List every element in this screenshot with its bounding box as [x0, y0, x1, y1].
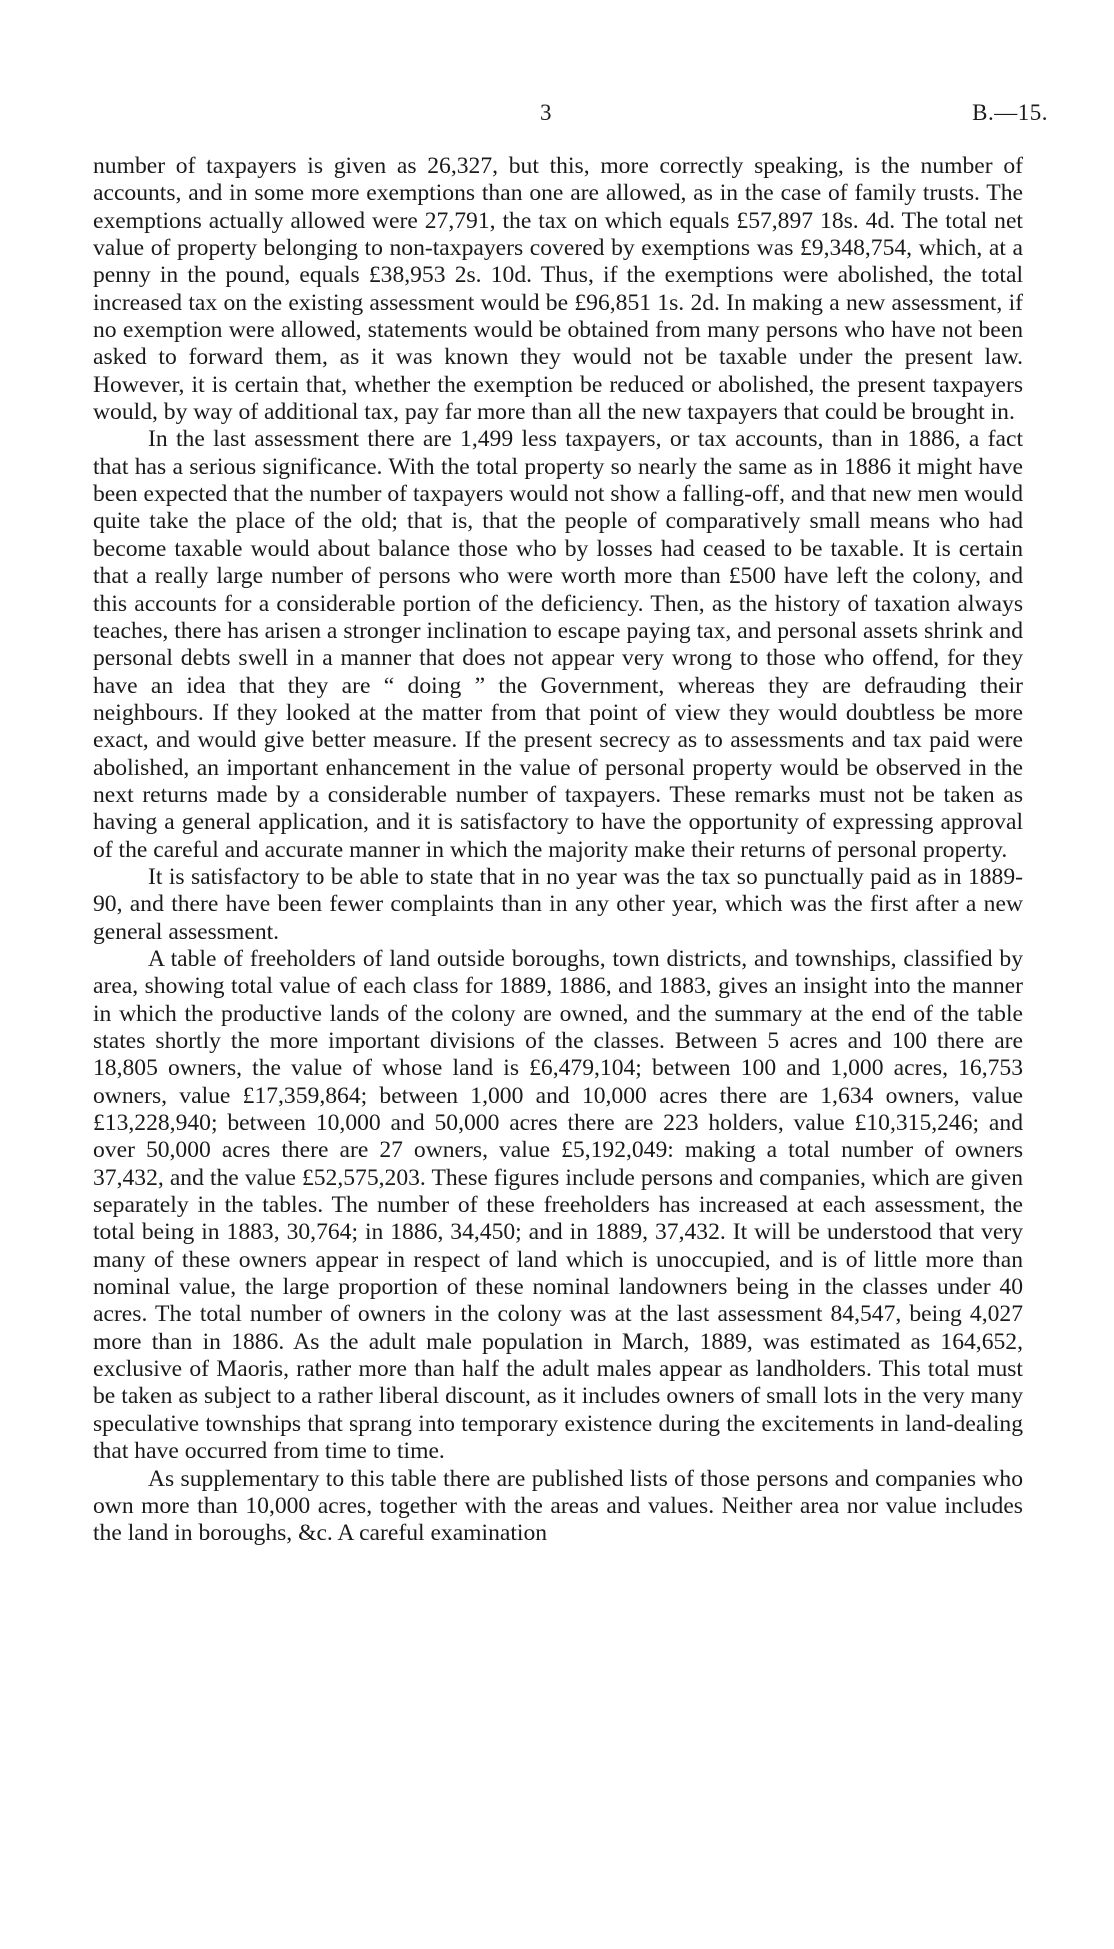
paragraph-supplementary-lists: As supplementary to this table there are published lists of those persons and companies who own more than 10,000 acres, together with the areas and values. Neither area nor value includes the land in boroughs, &c. A careful examination — [93, 1465, 1023, 1547]
paragraph-taxpayer-decline: In the last assessment there are 1,499 less taxpayers, or tax accounts, than in 1886, a fact that has a serious significance. With the total property so nearly the same as in 1886 it might have been expected that the number of taxpayers would not show a falling-off, and that new men would quite take the place of the old; that is, that the people of comparatively small means who had become taxable would about balance those who by losses had ceased to be taxable. It is certain that a really large number of persons who were worth more than £500 have left the colony, and this accounts for a considerable portion of the deficiency. Then, as the history of taxation always teaches, there has arisen a stronger inclination to escape paying tax, and personal assets shrink and personal debts swell in a manner that does not appear very wrong to those who offend, for they have an idea that they are “ doing ” the Government, whereas they are defrauding their neighbours. If they looked at the matter from that point of view they would doubtless be more exact, and would give better measure. If the present secrecy as to assessments and tax paid were abolished, an important enhancement in the value of personal property would be observed in the next returns made by a considerable number of taxpayers. These remarks must not be taken as having a general application, and it is satisfactory to have the opportunity of expressing approval of the careful and accurate manner in which the majority make their returns of personal property. — [93, 426, 1023, 863]
document-reference: B.—15. — [972, 100, 1048, 125]
paragraph-punctual-payment: It is satisfactory to be able to state that in no year was the tax so punctually paid as in 1889-90, and there have been fewer complaints than in any other year, which was the first after a new general assessment. — [93, 863, 1023, 945]
paragraph-exemptions: number of taxpayers is given as 26,327, but this, more correctly speaking, is the number of accounts, and in some more exemptions than one are allowed, as in the case of family trusts. The exemptions actually allowed were 27,791, the tax on which equals £57,897 18s. 4d. The total net value of property belonging to non-taxpayers covered by exemptions was £9,348,754, which, at a penny in the pound, equals £38,953 2s. 10d. Thus, if the exemptions were abolished, the total increased tax on the existing assessment would be £96,851 1s. 2d. In making a new assessment, if no exemption were allowed, statements would be obtained from many persons who have not been asked to forward them, as it was known they would not be taxable under the present law. However, it is certain that, whether the exemption be reduced or abolished, the present taxpayers would, by way of additional tax, pay far more than all the new taxpayers that could be brought in. — [93, 153, 1023, 426]
page-number: 3 — [540, 100, 552, 125]
paragraph-freeholders-table: A table of freeholders of land outside boroughs, town districts, and townships, classified by area, showing total value of each class for 1889, 1886, and 1883, gives an insight into the manner in which the productive lands of the colony are owned, and the summary at the end of the table states shortly the more important divisions of the classes. Between 5 acres and 100 there are 18,805 owners, the value of whose land is £6,479,104; between 100 and 1,000 acres, 16,753 owners, value £17,359,864; between 1,000 and 10,000 acres there are 1,634 owners, value £13,228,940; between 10,000 and 50,000 acres there are 223 holders, value £10,315,246; and over 50,000 acres there are 27 owners, value £5,192,049: making a total number of owners 37,432, and the value £52,575,203. These figures include persons and companies, which are given separately in the tables. The number of these freeholders has increased at each assessment, the total being in 1883, 30,764; in 1886, 34,450; and in 1889, 37,432. It will be understood that very many of these owners appear in respect of land which is unoccupied, and is of little more than nominal value, the large proportion of these nominal landowners being in the classes under 40 acres. The total number of owners in the colony was at the last assessment 84,547, being 4,027 more than in 1886. As the adult male population in March, 1889, was estimated as 164,652, exclusive of Maoris, rather more than half the adult males appear as landholders. This total must be taken as subject to a rather liberal discount, as it includes owners of small lots in the very many speculative townships that sprang into temporary existence during the excitements in land-dealing that have occurred from time to time. — [93, 945, 1023, 1465]
page-header — [0, 100, 1114, 134]
body-text — [93, 153, 1023, 1548]
